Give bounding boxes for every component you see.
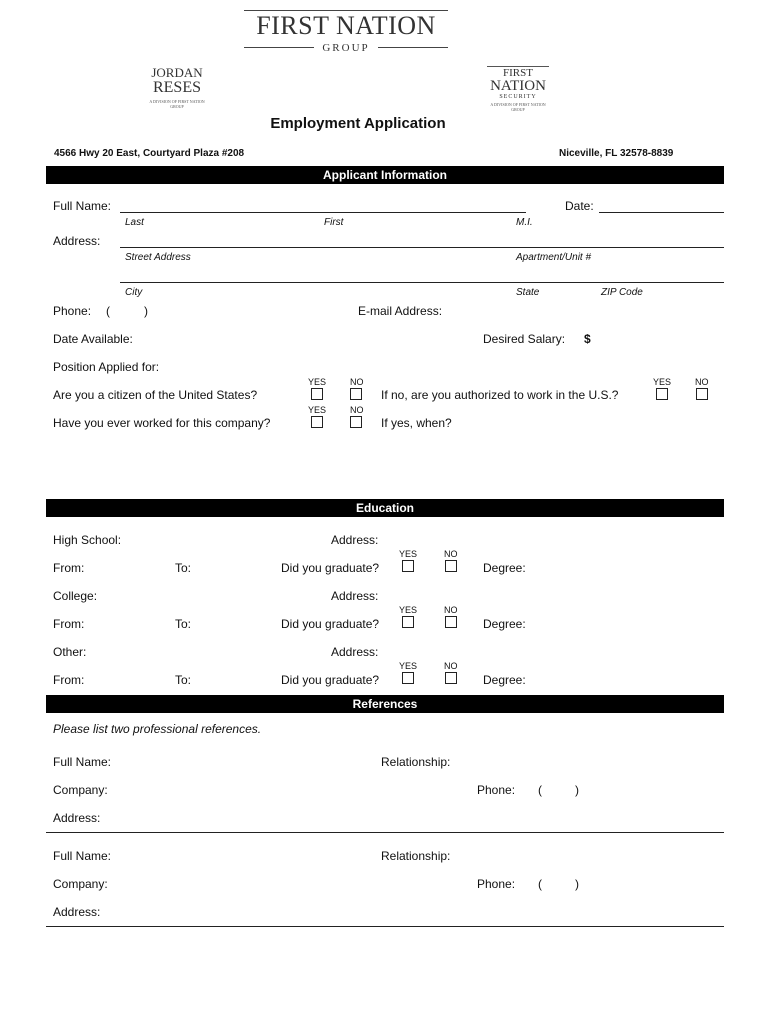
ref2-relationship-input[interactable] — [456, 848, 724, 862]
full-name-label: Full Name: — [53, 199, 112, 213]
other-address-input[interactable] — [384, 644, 724, 658]
hs-from-input[interactable] — [88, 560, 168, 574]
date-label: Date: — [565, 199, 594, 213]
hs-address-input[interactable] — [384, 532, 724, 546]
references-section-header: References — [46, 695, 724, 713]
college-label: College: — [53, 589, 98, 603]
other-degree-label: Degree: — [483, 673, 526, 687]
citizen-yes-checkbox[interactable] — [311, 388, 323, 400]
ref1-address-label: Address: — [53, 811, 101, 825]
phone-input[interactable] — [114, 303, 344, 317]
other-to-input[interactable] — [196, 672, 276, 686]
ref1-full-name-label: Full Name: — [53, 755, 112, 769]
street-address-input[interactable] — [120, 233, 724, 247]
other-label: Other: — [53, 645, 87, 659]
college-address-input[interactable] — [384, 588, 724, 602]
mi-caption: M.I. — [516, 217, 533, 228]
ref1-company-input[interactable] — [112, 782, 462, 796]
other-address-label: Address: — [331, 645, 379, 659]
first-nation-security-logo: FIRST NATION SECURITY A DIVISION OF FIRST NATION GROUP — [487, 66, 549, 112]
company-address: 4566 Hwy 20 East, Courtyard Plaza #208 — [54, 148, 245, 159]
position-input[interactable] — [166, 359, 724, 373]
zip-caption: ZIP Code — [601, 287, 643, 298]
worked-yes-checkbox[interactable] — [311, 416, 323, 428]
hs-address-label: Address: — [331, 533, 379, 547]
other-graduate-yes-checkbox[interactable] — [402, 672, 414, 684]
worked-question: Have you ever worked for this company? — [53, 416, 271, 430]
other-graduate-question: Did you graduate? — [281, 673, 380, 687]
apt-caption: Apartment/Unit # — [516, 252, 592, 263]
position-label: Position Applied for: — [53, 360, 160, 374]
hs-graduate-question: Did you graduate? — [281, 561, 380, 575]
college-degree-input[interactable] — [530, 616, 724, 630]
authorized-yes-checkbox[interactable] — [656, 388, 668, 400]
ref2-address-label: Address: — [53, 905, 101, 919]
ref1-relationship-input[interactable] — [456, 754, 724, 768]
worked-no-checkbox[interactable] — [350, 416, 362, 428]
authorized-no-checkbox[interactable] — [696, 388, 708, 400]
college-input[interactable] — [104, 588, 316, 602]
applicant-section-header: Applicant Information — [46, 166, 724, 184]
college-from-input[interactable] — [88, 616, 168, 630]
hs-degree-label: Degree: — [483, 561, 526, 575]
ref2-company-label: Company: — [53, 877, 108, 891]
hs-to-label: To: — [175, 561, 192, 575]
company-group: GROUP — [322, 42, 370, 54]
email-input[interactable] — [448, 303, 724, 317]
hs-from-label: From: — [53, 561, 85, 575]
first-caption: First — [324, 217, 344, 228]
references-instruction: Please list two professional references. — [53, 722, 262, 736]
education-section-header: Education — [46, 499, 724, 517]
street-caption: Street Address — [125, 252, 191, 263]
ref2-full-name-label: Full Name: — [53, 849, 112, 863]
ref2-full-name-input[interactable] — [116, 848, 366, 862]
email-label: E-mail Address: — [358, 304, 443, 318]
address-label: Address: — [53, 234, 101, 248]
city-caption: City — [125, 287, 143, 298]
if-yes-when-label: If yes, when? — [381, 416, 452, 430]
ref1-phone-label: Phone: — [477, 783, 516, 797]
college-graduate-yes-checkbox[interactable] — [402, 616, 414, 628]
page-title: Employment Application — [270, 115, 446, 132]
hs-graduate-yes-checkbox[interactable] — [402, 560, 414, 572]
ref1-full-name-input[interactable] — [116, 754, 366, 768]
other-degree-input[interactable] — [530, 672, 724, 686]
other-graduate-no-checkbox[interactable] — [445, 672, 457, 684]
ref2-address-input[interactable] — [106, 904, 724, 918]
ref2-phone-input[interactable] — [546, 876, 724, 890]
college-graduate-question: Did you graduate? — [281, 617, 380, 631]
high-school-label: High School: — [53, 533, 122, 547]
college-address-label: Address: — [331, 589, 379, 603]
other-from-label: From: — [53, 673, 85, 687]
ref1-relationship-label: Relationship: — [381, 755, 451, 769]
college-to-input[interactable] — [196, 616, 276, 630]
college-graduate-no-checkbox[interactable] — [445, 616, 457, 628]
citizen-no-checkbox[interactable] — [350, 388, 362, 400]
if-yes-when-input[interactable] — [456, 415, 724, 429]
college-degree-label: Degree: — [483, 617, 526, 631]
date-input[interactable] — [599, 198, 724, 212]
desired-salary-label: Desired Salary: — [483, 332, 566, 346]
citizen-question: Are you a citizen of the United States? — [53, 388, 258, 402]
college-from-label: From: — [53, 617, 85, 631]
city-state-zip-input[interactable] — [120, 268, 724, 282]
college-to-label: To: — [175, 617, 192, 631]
ref1-phone-input[interactable] — [546, 782, 724, 796]
company-name: FIRST NATION — [256, 11, 436, 40]
dollar-sign: $ — [584, 332, 591, 346]
state-caption: State — [516, 287, 540, 298]
company-logo — [244, 12, 448, 54]
hs-degree-input[interactable] — [530, 560, 724, 574]
other-to-label: To: — [175, 673, 192, 687]
authorized-question: If no, are you authorized to work in the U.S.? — [381, 388, 619, 402]
ref1-company-label: Company: — [53, 783, 108, 797]
high-school-input[interactable] — [126, 532, 316, 546]
desired-salary-input[interactable] — [596, 331, 724, 345]
hs-graduate-no-checkbox[interactable] — [445, 560, 457, 572]
ref1-address-input[interactable] — [106, 810, 724, 824]
other-from-input[interactable] — [88, 672, 168, 686]
hs-to-input[interactable] — [196, 560, 276, 574]
phone-label: Phone: — [53, 304, 92, 318]
ref2-phone-label: Phone: — [477, 877, 516, 891]
other-input[interactable] — [94, 644, 316, 658]
full-name-input[interactable] — [120, 198, 526, 212]
ref2-relationship-label: Relationship: — [381, 849, 451, 863]
date-available-input[interactable] — [140, 331, 440, 345]
last-caption: Last — [125, 217, 144, 228]
company-city: Niceville, FL 32578-8839 — [559, 148, 674, 159]
ref2-company-input[interactable] — [112, 876, 462, 890]
date-available-label: Date Available: — [53, 332, 133, 346]
jordan-reses-logo: JORDAN RESES A DIVISION OF FIRST NATION GROUP — [149, 65, 205, 109]
